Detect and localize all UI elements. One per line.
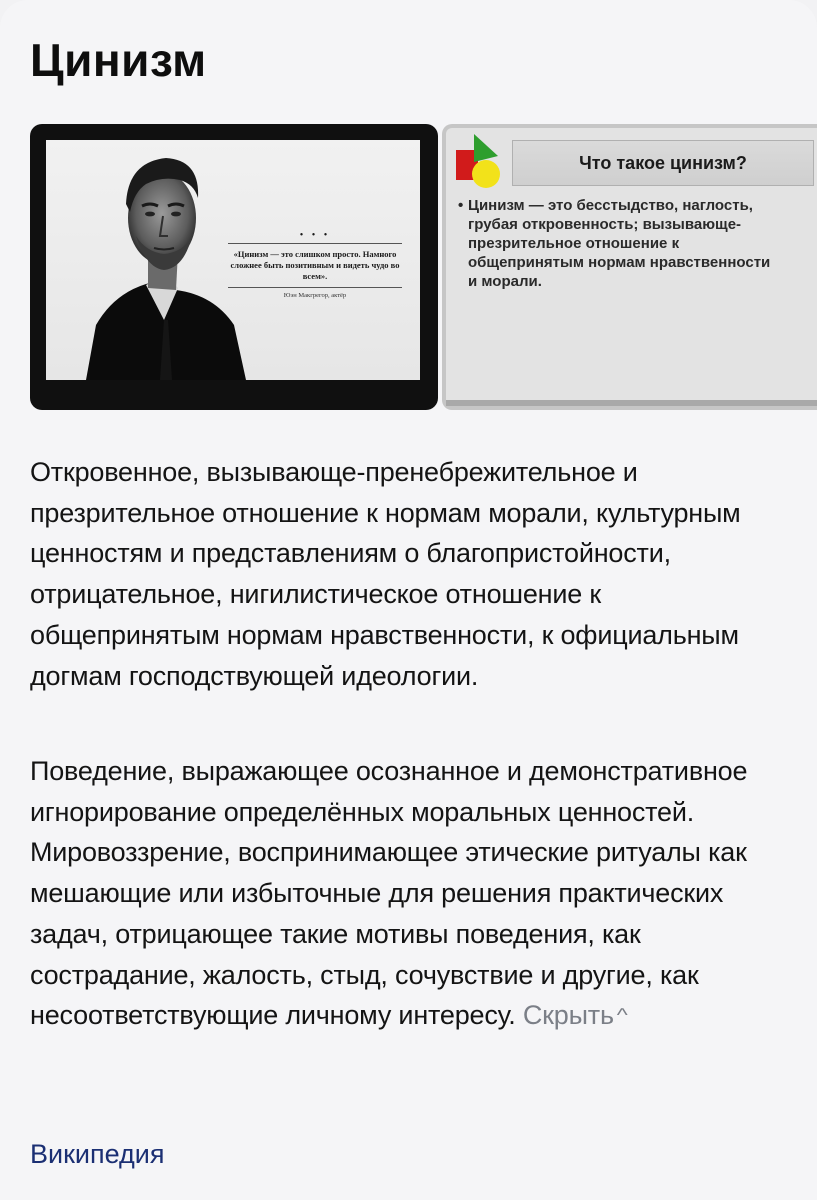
page-title: Цинизм (30, 34, 207, 86)
slide-bullet: • (458, 197, 464, 214)
quote-text: «Цинизм — это слишком просто. Намного сложнее быть позитивным и видеть чудо во всем». (230, 249, 400, 281)
chevron-up-icon: ^ (616, 1005, 628, 1026)
quote-divider (228, 287, 402, 288)
quote-dots: • • • (299, 230, 331, 241)
hide-button[interactable] (523, 1000, 626, 1030)
hide-label: Скрыть (522, 1000, 614, 1031)
definition-paragraph-2 (30, 751, 760, 1036)
slide-text: Цинизм — это бесстыдство, наглость, грубая откровенность; вызывающе-презрительное отношение к общепринятым нормам нравственности и морали. (468, 197, 771, 290)
definition-paragraph-2-text: Поведение, выражающее осознанное и демонстративное игнорирование определённых моральных ценностей. Мировоззрение, воспринимающее этические ритуалы как мешающие или избыточные для решения практических задач, отрицающее такие мотивы поведения, как сострадание, жалость, стыд, сочувствие и другие, как несоответствующие личному интересу. (30, 756, 748, 1031)
geometric-shapes-icon (450, 132, 506, 194)
slide-title: Что такое цинизм? (512, 140, 814, 186)
source-link[interactable]: Википедия (30, 1139, 165, 1169)
gallery-image-slide[interactable] (442, 124, 817, 410)
gallery-image-quote[interactable] (30, 124, 438, 410)
slide-bottom-bar (446, 400, 817, 406)
quote-author: Юэн Макгрегор, актёр (283, 292, 347, 299)
slide-body (458, 196, 778, 291)
quote-poster (46, 140, 420, 380)
slide (446, 128, 817, 406)
definition-paragraph-1: Откровенное, вызывающе-пренебрежительное и презрительное отношение к нормам морали, культурным ценностям и представлениям о благопристойности, отрицательное, нигилистическое отношение к общепринятым нормам нравственности, к официальным догмам господствующей идеологии. (30, 457, 741, 691)
image-gallery[interactable] (30, 124, 817, 412)
quote-block (222, 232, 408, 299)
quote-divider (228, 243, 402, 244)
